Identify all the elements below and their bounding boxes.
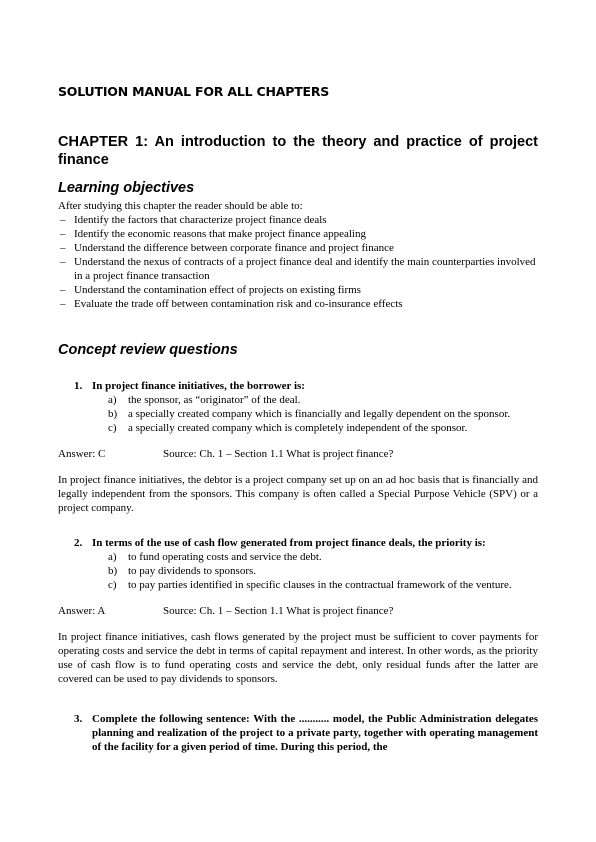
learning-objectives-intro: After studying this chapter the reader should be able to: [58, 200, 303, 212]
option-a: a) the sponsor, as “originator” of the deal. [108, 394, 301, 406]
answer-line [58, 604, 538, 618]
option-b: b) to pay dividends to sponsors. [108, 565, 257, 577]
answer-line [58, 447, 538, 461]
question-1 [58, 379, 538, 515]
question-text: In project finance initiatives, the borrower is: [92, 380, 305, 392]
question-text: In terms of the use of cash flow generated from project finance deals, the priority is: [92, 537, 486, 549]
list-item: – Evaluate the trade off between contamination risk and co-insurance effects [58, 297, 538, 311]
learning-objectives-heading: Learning objectives [58, 180, 195, 196]
answer-explanation: In project finance initiatives, cash flows generated by the project must be sufficient to cover payments for operating costs and service the debt in terms of capital repayment and interest. In other words, as the priority use of cash flow is to fund operating costs and service the debt, only residual funds after the latter are covered can be used to pay dividends to sponsors. [58, 631, 538, 685]
option-a: a) to fund operating costs and service the debt. [108, 551, 322, 563]
answer: Answer: C [58, 448, 106, 460]
chapter-title: CHAPTER 1: An introduction to the theory and practice of project finance [58, 134, 538, 168]
option-c: c) a specially created company which is completely independent of the sponsor. [108, 422, 468, 434]
learning-objectives-list [58, 213, 538, 311]
answer-source: Source: Ch. 1 – Section 1.1 What is project finance? [163, 448, 394, 460]
list-item: – Understand the difference between corporate finance and project finance [58, 241, 538, 255]
list-item: – Understand the contamination effect of projects on existing firms [58, 283, 538, 297]
manual-title: SOLUTION MANUAL FOR ALL CHAPTERS [58, 84, 330, 99]
option-b: b) a specially created company which is financially and legally dependent on the sponsor. [108, 408, 511, 420]
answer-options [58, 550, 538, 592]
concept-review-heading: Concept review questions [58, 342, 238, 358]
question-text: Complete the following sentence: With the ........... model, the Public Administration delegates planning and realization of the project to a private party, together with operating management of the facility for a given period of time. During this period, the [92, 713, 538, 753]
answer: Answer: A [58, 605, 106, 617]
option-c: c) to pay parties identified in specific clauses in the contractual framework of the venture. [108, 579, 512, 591]
list-item: – Understand the nexus of contracts of a project finance deal and identify the main counterparties involved in a project finance transaction [58, 255, 538, 283]
question-number: 1. [74, 380, 83, 392]
question-3 [58, 712, 538, 754]
question-number: 3. [74, 713, 83, 725]
answer-source: Source: Ch. 1 – Section 1.1 What is project finance? [163, 605, 394, 617]
list-item: – Identify the economic reasons that make project finance appealing [58, 227, 538, 241]
answer-explanation: In project finance initiatives, the debtor is a project company set up on an ad hoc basis that is financially and legally independent from the sponsors. This company is often called a Special Purpose Vehicle (SPV) or a project company. [58, 474, 538, 514]
list-item: – Identify the factors that characterize project finance deals [58, 213, 538, 227]
question-2 [58, 536, 538, 686]
answer-options [58, 393, 538, 435]
question-number: 2. [74, 537, 83, 549]
